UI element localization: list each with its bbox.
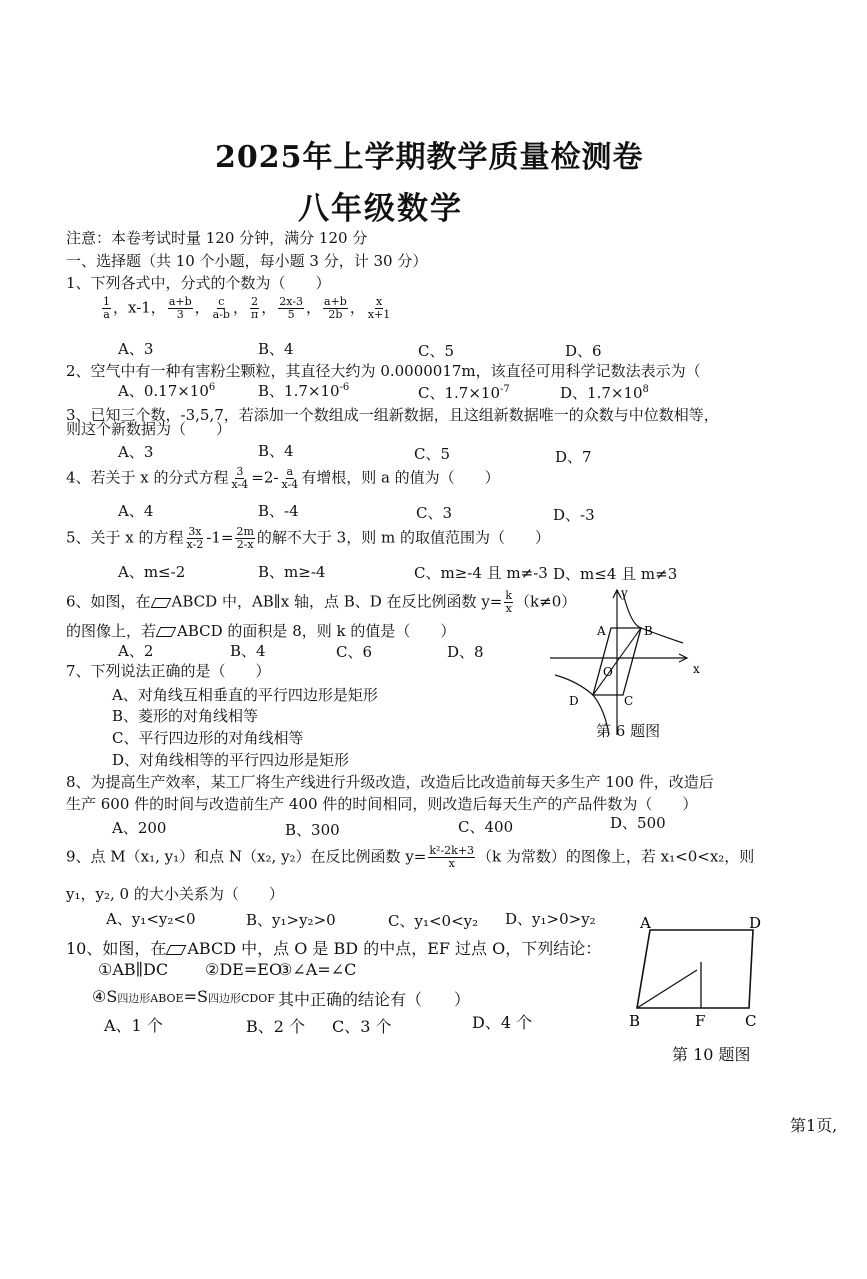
q9-option-d: D、y₁>0>y₂ [505,910,596,928]
parallelogram-icon [166,945,187,955]
q6-stem-line2: 的图像上，若 ABCD 的面积是 8，则 k 的值是（ ） [66,622,456,640]
q10-conclusion-3: ③∠A=∠C [278,960,357,979]
q10-option-c: C、3 个 [332,1017,392,1036]
fig10-label-c: C [745,1012,757,1030]
q1-option-a: A、3 [118,340,154,358]
q1-frac-7: $\frac{x}{x+1}$ [367,295,391,322]
q9-stem-line2: y₁，y₂, 0 的大小关系为（ ） [66,885,284,903]
fig6-caption: 第 6 题图 [596,722,661,740]
q5-frac-2: $\frac{2m}{2-x}$ [236,525,254,552]
q2-stem: 2、空气中有一种有害粉尘颗粒，其直径大约为 0.0000017m，该直径可用科学记数法表示为（ [66,362,701,380]
q2-option-b: B、$1.7\times 10^{-6}$ [258,382,350,400]
q7-option-a: A、对角线互相垂直的平行四边形是矩形 [112,686,378,704]
q7-stem: 7、下列说法正确的是（ ） [66,662,271,680]
q4-option-c: C、3 [416,504,453,522]
q8-option-a: A、200 [112,819,167,837]
q7-option-b: B、菱形的对角线相等 [112,707,259,725]
q4-option-b: B、-4 [258,502,299,520]
q6-option-a: A、2 [118,642,154,660]
fig6-hyperbola-upper [623,593,683,643]
exam-title: 2025年上学期教学质量检测卷 [215,140,644,175]
fig6-label-x: x [693,662,700,676]
fig10-caption: 第 10 题图 [672,1045,751,1064]
q4-option-a: A、4 [118,502,154,520]
q4-stem: 4、若关于 x 的分式方程 $\frac{3}{x-4}$ =2- $\frac{a}{x-4}$ 有增根，则 a 的值为（ ） [66,465,500,492]
q1-expressions: $\frac{1}{a}$ ，x-1， $\frac{a+b}{3}$ ， $\frac{c}{a-b}$ ， $\frac{2}{\pi}$ ， $\frac{2x-3}{5}$ ， $\frac{a+b}{2b}$ ， $\frac{x}{x+1}$ [103,295,391,322]
q5-stem: 5、关于 x 的方程 $\frac{3x}{x-2}$ -1= $\frac{2m}{2-x}$ 的解不大于 3，则 m 的取值范围为（ ） [66,525,550,552]
q4-frac-1: $\frac{3}{x-4}$ [231,465,249,492]
q8-stem-line2: 生产 600 件的时间与改造前生产 400 件的时间相同，则改造后每天生产的产品件数为（ ） [66,795,698,813]
figure-10 [625,908,775,1033]
q5-option-c: C、m≥-4 且 m≠-3 [414,564,548,582]
q6-option-d: D、8 [447,643,484,661]
fig10-segment-bo [637,970,697,1008]
q7-option-d: D、对角线相等的平行四边形是矩形 [112,751,350,769]
fig6-label-b: B [644,624,653,638]
q6-stem-line1: 6、如图，在 ABCD 中，AB∥x 轴，点 B、D 在反比例函数 y= $\frac{k}{x}$ （k≠0） [66,589,577,616]
fig10-label-f: F [695,1012,706,1030]
q1-option-d: D、6 [565,342,602,360]
parallelogram-icon [156,627,177,637]
q3-option-c: C、5 [414,445,451,463]
parallelogram-icon [150,598,171,608]
q1-frac-3: $\frac{c}{a-b}$ [212,295,230,322]
fig10-label-a: A [640,914,651,932]
q5-option-d: D、m≤4 且 m≠3 [553,565,678,583]
q1-frac-1: $\frac{1}{a}$ [103,295,110,322]
q8-option-c: C、400 [458,818,514,836]
q1-frac-6: $\frac{a+b}{2b}$ [324,295,347,322]
q1-stem: 1、下列各式中，分式的个数为（ ） [66,274,331,292]
q3-stem-line1: 3、已知三个数，-3,5,7，若添加一个数组成一组新数据，且这组新数据唯一的众数与中位数相等， [66,406,719,424]
q9-option-c: C、y₁<0<y₂ [388,912,479,930]
page-number: 第1页, [790,1116,838,1135]
fig6-label-y: y [621,586,628,600]
q10-option-a: A、1 个 [104,1016,163,1035]
fig10-label-d: D [749,914,762,932]
q9-stem-line1: 9、点 M（x₁, y₁）和点 N（x₂, y₂）在反比例函数 y= $\frac{\text{k²-2k+3}}{x}$ （k 为常数）的图像上，若 x₁<0<x₂，则 [66,844,755,871]
q1-frac-4: $\frac{2}{\pi}$ [251,295,259,322]
q6-frac: $\frac{k}{x}$ [505,589,513,616]
section-heading: 一、选择题（共 10 个小题，每小题 3 分，计 30 分） [66,252,428,270]
q1-frac-2: $\frac{a+b}{3}$ [168,295,192,322]
q10-stem: 10、如图，在 ABCD 中，点 O 是 BD 的中点，EF 过点 O，下列结论： [66,939,602,958]
q3-option-d: D、7 [555,448,592,466]
q10-stem-tail: 其中正确的结论有（ ） [278,990,471,1009]
q4-option-d: D、-3 [553,506,595,524]
fig10-label-b: B [629,1012,641,1030]
q8-stem-line1: 8、为提高生产效率，某工厂将生产线进行升级改造，改造后比改造前每天多生产 100 件，改造后 [66,773,714,791]
fig6-label-o: O [603,665,613,679]
q1-option-b: B、4 [258,340,294,358]
q10-conclusion-2: ②DE=EO [205,960,283,979]
q4-frac-2: $\frac{a}{x-4}$ [281,465,299,492]
q3-option-a: A、3 [118,443,154,461]
q6-option-b: B、4 [230,642,266,660]
q6-option-c: C、6 [336,643,373,661]
fig6-label-c: C [624,694,634,708]
exam-subtitle: 八年级数学 [298,191,463,227]
fig6-label-a: A [597,624,606,638]
q10-option-d: D、4 个 [472,1013,533,1032]
q10-conclusion-1: ①AB∥DC [98,960,169,979]
q10-option-b: B、2 个 [246,1017,306,1036]
q3-option-b: B、4 [258,442,294,460]
q8-option-b: B、300 [285,821,340,839]
q7-option-c: C、平行四边形的对角线相等 [112,729,304,747]
q9-option-b: B、y₁>y₂>0 [246,911,336,929]
q1-frac-5: $\frac{2x-3}{5}$ [279,295,303,322]
q3-stem-line2: 则这个新数据为（ ） [66,420,232,438]
q5-option-b: B、m≥-4 [258,563,326,581]
q10-conclusion-4: ④S四边形ABOE=S四边形CDOF [92,987,275,1006]
q2-option-d: D、$1.7\times 10^8$ [560,384,649,402]
fig6-label-d: D [569,694,579,708]
q8-option-d: D、500 [610,814,666,832]
exam-note: 注意：本卷考试时量 120 分钟，满分 120 分 [66,229,368,247]
q1-option-c: C、5 [418,342,455,360]
q5-option-a: A、m≤-2 [118,563,186,581]
q2-option-a: A、$0.17\times 10^6$ [118,382,216,400]
q2-option-c: C、$1.7\times 10^{-7}$ [418,384,510,402]
q9-frac: $\frac{\text{k²-2k+3}}{x}$ [429,844,475,871]
q5-frac-1: $\frac{3x}{x-2}$ [186,525,204,552]
q9-option-a: A、y₁<y₂<0 [106,910,196,928]
